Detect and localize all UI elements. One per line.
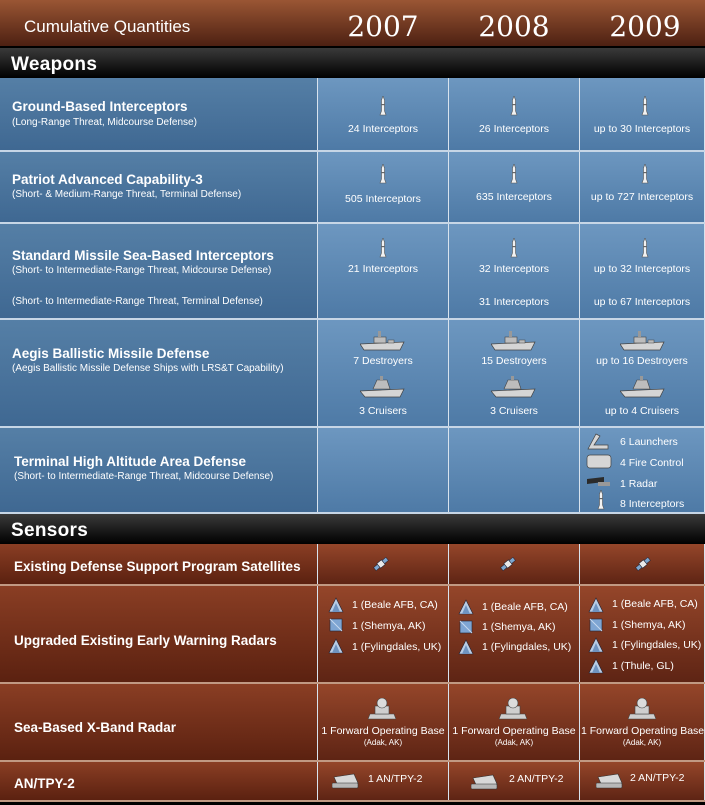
cell-2007 bbox=[318, 224, 449, 318]
cell-2008 bbox=[449, 152, 580, 222]
row-label-cell bbox=[0, 762, 318, 800]
early-warning-radar-icon bbox=[328, 597, 344, 613]
quantity: 15 Destroyers bbox=[481, 355, 547, 367]
cell-2008 bbox=[449, 684, 580, 760]
radar-site: 1 (Beale AFB, CA) bbox=[352, 599, 438, 611]
row-sea-based-x-band-radar bbox=[0, 684, 705, 762]
cell-2007 bbox=[318, 544, 449, 584]
cell-2009 bbox=[580, 586, 705, 682]
ship-icon bbox=[620, 376, 666, 398]
cell-2008 bbox=[449, 78, 580, 150]
cell-2008 bbox=[449, 544, 580, 584]
missile-icon bbox=[378, 238, 388, 258]
cell-2007 bbox=[318, 78, 449, 150]
cell-2007 bbox=[318, 684, 449, 760]
row-subtitle-terminal: (Short- to Intermediate-Range Threat, Terminal Defense) bbox=[12, 296, 263, 307]
cell-2008 bbox=[449, 762, 580, 800]
radar-site: 1 (Fylingdales, UK) bbox=[352, 641, 442, 653]
row-subtitle: (Short- to Intermediate-Range Threat, Midcourse Defense) bbox=[12, 265, 272, 276]
early-warning-radar-icon bbox=[588, 597, 604, 613]
sbx-site: (Adak, AK) bbox=[622, 738, 662, 747]
quantity: 7 Destroyers bbox=[353, 355, 413, 367]
cell-2009 bbox=[580, 428, 705, 512]
early-warning-radar-icon bbox=[328, 638, 344, 654]
early-warning-radar-icon bbox=[458, 599, 474, 615]
cell-2007 bbox=[318, 762, 449, 800]
radar-site: 1 (Shemya, AK) bbox=[482, 621, 556, 633]
fire-control-icon bbox=[586, 452, 612, 470]
x-band-radar-icon bbox=[368, 698, 396, 720]
missile-icon bbox=[640, 164, 650, 184]
thaad-launchers: 6 Launchers bbox=[620, 436, 678, 448]
thaad-interceptors: 8 Interceptors bbox=[620, 498, 685, 510]
missile-icon bbox=[509, 164, 519, 184]
quantity: 24 Interceptors bbox=[347, 123, 419, 135]
section-weapons: Weapons bbox=[0, 48, 705, 78]
row-name: AN/TPY-2 bbox=[14, 776, 75, 791]
early-warning-radar-icon bbox=[588, 617, 604, 633]
quantity: 505 Interceptors bbox=[345, 193, 421, 205]
year-2007: 2007 bbox=[347, 10, 419, 43]
tpy2-radar-icon bbox=[596, 771, 624, 791]
row-label-cell bbox=[0, 152, 318, 222]
quantity-terminal: 31 Interceptors bbox=[478, 296, 550, 308]
tpy2-quantity: 2 AN/TPY-2 bbox=[630, 772, 685, 784]
ship-icon bbox=[360, 330, 406, 352]
tpy2-quantity: 1 AN/TPY-2 bbox=[368, 773, 423, 785]
quantity: 26 Interceptors bbox=[478, 123, 550, 135]
row-subtitle: (Aegis Ballistic Missile Defense Ships with LRS&T Capability) bbox=[12, 363, 284, 374]
quantity: up to 32 Interceptors bbox=[593, 263, 691, 275]
ship-icon bbox=[491, 376, 537, 398]
row-name: Existing Defense Support Program Satellites bbox=[14, 559, 301, 574]
row-label-cell bbox=[0, 428, 318, 512]
row-label-cell bbox=[0, 684, 318, 760]
year-2009: 2009 bbox=[609, 10, 681, 43]
row-name: Ground-Based Interceptors bbox=[12, 99, 188, 114]
cell-2009 bbox=[580, 152, 705, 222]
row-subtitle: (Short- to Intermediate-Range Threat, Midcourse Defense) bbox=[14, 471, 274, 482]
missile-icon bbox=[509, 238, 519, 258]
row-name: Terminal High Altitude Area Defense bbox=[14, 454, 247, 469]
row-name: Patriot Advanced Capability-3 bbox=[12, 172, 203, 187]
quantity: 21 Interceptors bbox=[347, 263, 419, 275]
row-patriot-pac3 bbox=[0, 152, 705, 224]
sbx-site: (Adak, AK) bbox=[363, 738, 403, 747]
tpy2-quantity: 2 AN/TPY-2 bbox=[509, 773, 564, 785]
radar-site: 1 (Beale AFB, CA) bbox=[612, 598, 698, 610]
row-name: Upgraded Existing Early Warning Radars bbox=[14, 633, 277, 648]
cell-2009 bbox=[580, 762, 705, 800]
radar-site: 1 (Thule, GL) bbox=[612, 660, 674, 672]
quantity: 635 Interceptors bbox=[476, 191, 552, 203]
row-ground-based-interceptors bbox=[0, 78, 705, 152]
radar-icon bbox=[586, 476, 612, 488]
quantity: 32 Interceptors bbox=[478, 263, 550, 275]
row-label-cell bbox=[0, 224, 318, 318]
radar-site: 1 (Fylingdales, UK) bbox=[482, 641, 572, 653]
quantity-terminal: up to 67 Interceptors bbox=[593, 296, 691, 308]
quantity: up to 30 Interceptors bbox=[593, 123, 691, 135]
quantity-cruisers: 3 Cruisers bbox=[490, 405, 538, 417]
cell-2008 bbox=[449, 320, 580, 426]
quantity: up to 727 Interceptors bbox=[590, 191, 694, 203]
row-aegis-bmd bbox=[0, 320, 705, 428]
thaad-radar: 1 Radar bbox=[620, 478, 658, 490]
x-band-radar-icon bbox=[499, 698, 527, 720]
launcher-icon bbox=[586, 431, 610, 451]
row-subtitle: (Short- & Medium-Range Threat, Terminal Defense) bbox=[12, 189, 242, 200]
radar-site: 1 (Shemya, AK) bbox=[352, 620, 426, 632]
missile-icon bbox=[640, 96, 650, 116]
cell-2007 bbox=[318, 586, 449, 682]
row-thaad bbox=[0, 428, 705, 514]
cell-2008 bbox=[449, 586, 580, 682]
tpy2-radar-icon bbox=[332, 771, 360, 791]
cell-2009 bbox=[580, 224, 705, 318]
row-name: Standard Missile Sea-Based Interceptors bbox=[12, 248, 274, 263]
sbx-location: 1 Forward Operating Base bbox=[581, 725, 705, 737]
early-warning-radar-icon bbox=[328, 617, 344, 633]
missile-icon bbox=[596, 490, 606, 512]
row-name: Aegis Ballistic Missile Defense bbox=[12, 346, 210, 361]
row-label-cell bbox=[0, 544, 318, 584]
missile-icon bbox=[378, 96, 388, 116]
cell-2008 bbox=[449, 428, 580, 512]
early-warning-radar-icon bbox=[458, 639, 474, 655]
early-warning-radar-icon bbox=[588, 658, 604, 674]
cell-2009 bbox=[580, 544, 705, 584]
row-label-cell bbox=[0, 320, 318, 426]
ship-icon bbox=[620, 330, 666, 352]
radar-site: 1 (Shemya, AK) bbox=[612, 619, 686, 631]
satellite-icon bbox=[635, 556, 653, 574]
row-dsp-satellites bbox=[0, 544, 705, 586]
cell-2009 bbox=[580, 320, 705, 426]
sbx-site: (Adak, AK) bbox=[494, 738, 534, 747]
tpy2-radar-icon bbox=[471, 772, 499, 792]
quantity: up to 16 Destroyers bbox=[596, 355, 688, 367]
missile-icon bbox=[509, 96, 519, 116]
row-subtitle: (Long-Range Threat, Midcourse Defense) bbox=[12, 117, 197, 128]
missile-icon bbox=[378, 164, 388, 184]
cell-2009 bbox=[580, 78, 705, 150]
row-standard-missile bbox=[0, 224, 705, 320]
x-band-radar-icon bbox=[628, 698, 656, 720]
sbx-location: 1 Forward Operating Base bbox=[321, 725, 445, 737]
row-name: Sea-Based X-Band Radar bbox=[14, 720, 177, 735]
radar-site: 1 (Fylingdales, UK) bbox=[612, 639, 702, 651]
section-sensors: Sensors bbox=[0, 514, 705, 544]
row-an-tpy-2 bbox=[0, 762, 705, 802]
row-label-cell bbox=[0, 586, 318, 682]
cell-2007 bbox=[318, 320, 449, 426]
radar-site: 1 (Beale AFB, CA) bbox=[482, 601, 568, 613]
cell-2008 bbox=[449, 224, 580, 318]
cell-2009 bbox=[580, 684, 705, 760]
header-bar bbox=[0, 0, 705, 48]
cell-2007 bbox=[318, 152, 449, 222]
missile-icon bbox=[640, 238, 650, 258]
satellite-icon bbox=[500, 556, 518, 574]
row-label-cell bbox=[0, 78, 318, 150]
row-early-warning-radars bbox=[0, 586, 705, 684]
quantity-cruisers: up to 4 Cruisers bbox=[604, 405, 680, 417]
satellite-icon bbox=[373, 556, 391, 574]
sbx-location: 1 Forward Operating Base bbox=[452, 725, 576, 737]
thaad-fire-control: 4 Fire Control bbox=[620, 457, 684, 469]
early-warning-radar-icon bbox=[588, 637, 604, 653]
header-title: Cumulative Quantities bbox=[24, 17, 191, 36]
early-warning-radar-icon bbox=[458, 619, 474, 635]
year-2008: 2008 bbox=[478, 10, 550, 43]
ship-icon bbox=[360, 376, 406, 398]
quantity-cruisers: 3 Cruisers bbox=[359, 405, 407, 417]
ship-icon bbox=[491, 330, 537, 352]
cell-2007 bbox=[318, 428, 449, 512]
